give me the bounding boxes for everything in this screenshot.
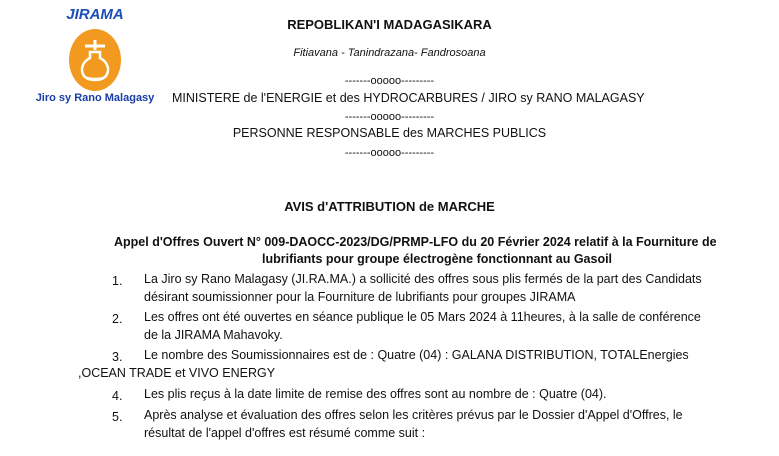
ministry-line: MINISTERE de l'ENERGIE et des HYDROCARBURES / JIRO sy RANO MALAGASY [172, 91, 645, 105]
separator: -------ooooo--------- [344, 147, 435, 159]
item-text-line: La Jiro sy Rano Malagasy (JI.RA.MA.) a sollicité des offres sous plis fermés de la part des Candidats [144, 272, 702, 286]
separator: -------ooooo--------- [344, 111, 435, 123]
item-number: 4. [112, 389, 123, 403]
notice-title: AVIS d'ATTRIBUTION de MARCHE [284, 199, 495, 214]
republic-title: REPOBLIKAN'I MADAGASIKARA [287, 17, 492, 32]
tender-reference-line1: Appel d'Offres Ouvert N° 009-DAOCC-2023/DG/PRMP-LFO du 20 Février 2024 relatif à la Fourniture de [114, 235, 717, 249]
item-number: 2. [112, 312, 123, 326]
item-number: 1. [112, 274, 123, 288]
separator: -------ooooo--------- [344, 75, 435, 87]
item-text-line: Après analyse et évaluation des offres selon les critères prévus par le Dossier d'Appel d'Offres, le [144, 408, 683, 422]
item-text-line: résultat de l'appel d'offres est résumé comme suit : [144, 425, 426, 440]
list-item [144, 386, 607, 404]
prmp-line: PERSONNE RESPONSABLE des MARCHES PUBLICS [232, 126, 547, 140]
item-text-line: désirant soumissionner pour la Fourniture de lubrifiants pour groupes JIRAMA [144, 289, 576, 304]
item-text-line: Les plis reçus à la date limite de remise des offres sont au nombre de : Quatre (04). [144, 387, 607, 401]
list-item [144, 271, 702, 306]
item-text-line: Les offres ont été ouvertes en séance publique le 05 Mars 2024 à 11heures, à la salle de conférence [144, 310, 701, 324]
logo-title: JIRAMA [66, 6, 124, 23]
item-number: 3. [112, 350, 123, 364]
national-motto: Fitiavana - Tanindrazana- Fandrosoana [293, 47, 486, 59]
item-text-line: de la JIRAMA Mahavoky. [144, 327, 283, 342]
logo-subtitle: Jiro sy Rano Malagasy [35, 92, 155, 104]
item-number: 5. [112, 410, 123, 424]
list-item [144, 309, 701, 344]
item-text-line: Le nombre des Soumissionnaires est de : Quatre (04) : GALANA DISTRIBUTION, TOTALEnergies [144, 348, 689, 362]
list-item [144, 407, 683, 442]
tender-reference-line2: lubrifiants pour groupe électrogène fonctionnant au Gasoil [262, 252, 613, 266]
item-text-line: ,OCEAN TRADE et VIVO ENERGY [78, 366, 276, 380]
